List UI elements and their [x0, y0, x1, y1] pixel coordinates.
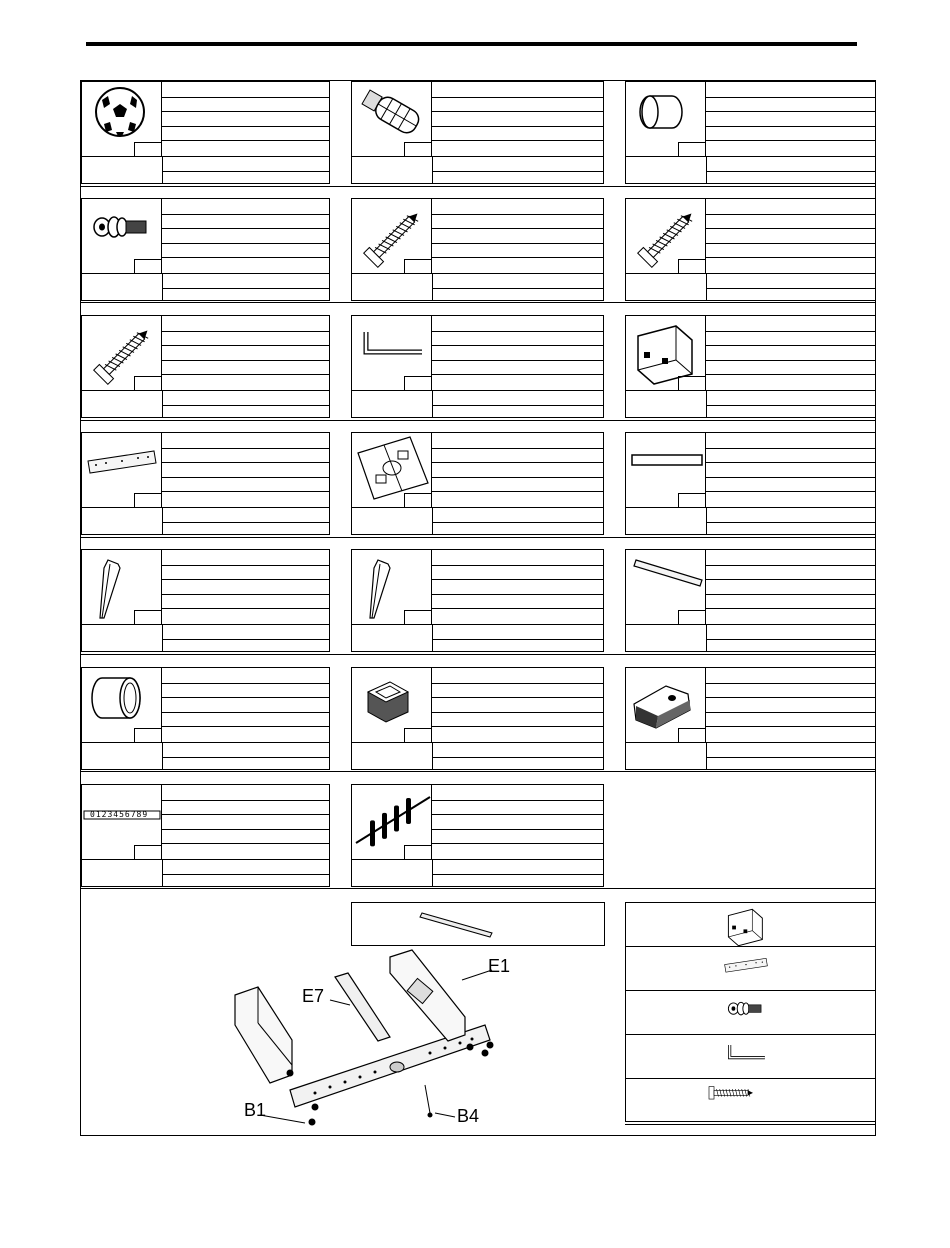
quantity-box — [134, 610, 162, 624]
label-b1: B1 — [244, 1100, 267, 1120]
part-card — [625, 81, 876, 184]
part-card — [81, 549, 330, 652]
part-card — [351, 549, 604, 652]
part-card — [351, 81, 604, 184]
part-card — [81, 315, 330, 418]
quantity-box — [678, 728, 706, 742]
quantity-box — [404, 259, 432, 273]
part-card — [81, 667, 330, 770]
hardware-box — [625, 990, 876, 1035]
quantity-box — [134, 493, 162, 507]
hardware-box — [625, 902, 876, 947]
row-divider — [80, 771, 876, 772]
end-panel-icon — [706, 947, 786, 991]
quantity-box — [404, 376, 432, 390]
quantity-box — [134, 259, 162, 273]
part-card — [625, 549, 876, 652]
row-divider — [80, 186, 876, 187]
part-card — [625, 667, 876, 770]
crossbar-icon — [352, 903, 606, 947]
quantity-box — [404, 142, 432, 156]
part-card — [351, 784, 604, 887]
part-card — [351, 432, 604, 535]
part-card — [351, 198, 604, 301]
screw-icon — [686, 1079, 776, 1123]
quantity-box — [678, 142, 706, 156]
row-divider — [80, 302, 876, 303]
quantity-box — [678, 493, 706, 507]
crossbar-preview-box — [351, 902, 605, 946]
part-card — [81, 784, 330, 887]
row-divider — [80, 888, 876, 889]
label-e1: E1 — [488, 956, 511, 976]
part-card — [81, 432, 330, 535]
quantity-box — [678, 376, 706, 390]
row-divider — [80, 654, 876, 655]
part-card — [351, 315, 604, 418]
part-card — [81, 198, 330, 301]
part-card — [351, 667, 604, 770]
part-card — [625, 315, 876, 418]
hardware-box — [625, 1078, 876, 1122]
part-card — [625, 432, 876, 535]
bolt-washer-icon — [706, 991, 786, 1035]
row-divider — [625, 1124, 876, 1125]
quantity-box — [134, 142, 162, 156]
quantity-box — [678, 610, 706, 624]
quantity-box — [134, 376, 162, 390]
quantity-box — [404, 845, 432, 859]
header-rule — [86, 42, 857, 46]
part-card — [625, 198, 876, 301]
quantity-box — [134, 845, 162, 859]
allen-key-icon — [706, 1035, 786, 1079]
quantity-box — [404, 610, 432, 624]
label-e7: E7 — [302, 986, 325, 1006]
hardware-box — [625, 1034, 876, 1079]
hardware-box — [625, 946, 876, 991]
leg-bracket-icon — [706, 903, 786, 947]
score-counter-digits: 0123456789 — [90, 810, 149, 819]
label-b4: B4 — [457, 1106, 480, 1126]
quantity-box — [678, 259, 706, 273]
quantity-box — [134, 728, 162, 742]
quantity-box — [404, 728, 432, 742]
row-divider — [80, 420, 876, 421]
row-divider — [80, 537, 876, 538]
part-card — [81, 81, 330, 184]
quantity-box — [404, 493, 432, 507]
